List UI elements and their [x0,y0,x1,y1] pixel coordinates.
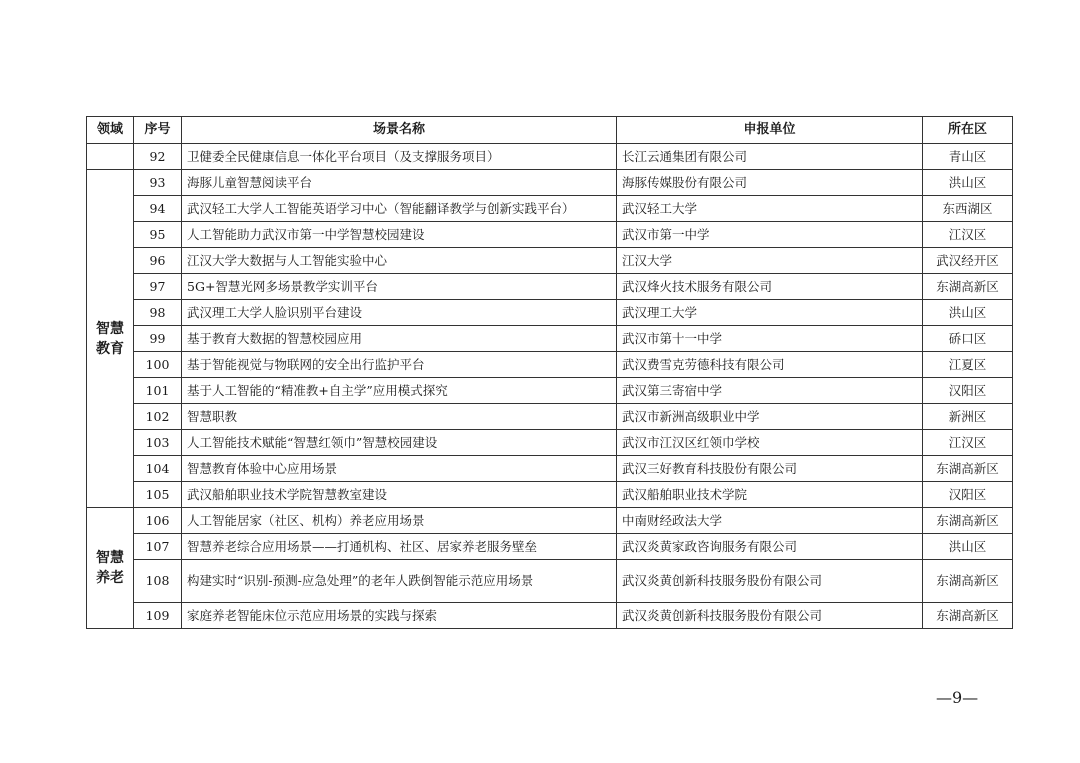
scene-name-cell: 基于智能视觉与物联网的安全出行监护平台 [182,352,617,378]
scene-name-cell: 武汉轻工大学人工智能英语学习中心（智能翻译教学与创新实践平台） [182,196,617,222]
scene-name-cell: 基于人工智能的“精准教+自主学”应用模式探究 [182,378,617,404]
table-row [87,378,1013,404]
applicant-cell: 长江云通集团有限公司 [617,144,923,170]
row-number-cell: 104 [134,456,182,482]
district-cell: 东湖高新区 [923,603,1013,629]
table-row [87,196,1013,222]
domain-label: 智慧 [96,320,124,337]
scene-name-cell: 人工智能助力武汉市第一中学智慧校园建设 [182,222,617,248]
table-row [87,170,1013,196]
row-number-cell: 99 [134,326,182,352]
table-row [87,534,1013,560]
table-row [87,430,1013,456]
district-cell: 东湖高新区 [923,560,1013,603]
row-number-cell: 109 [134,603,182,629]
applicant-cell: 武汉炎黄家政咨询服务有限公司 [617,534,923,560]
applicant-cell: 武汉轻工大学 [617,196,923,222]
table-body [87,144,1013,629]
district-cell: 汉阳区 [923,482,1013,508]
applicant-cell: 海豚传媒股份有限公司 [617,170,923,196]
row-number-cell: 92 [134,144,182,170]
district-cell: 江汉区 [923,430,1013,456]
table-row [87,144,1013,170]
table-row [87,274,1013,300]
scene-name-cell: 构建实时“识别-预测-应急处理”的老年人跌倒智能示范应用场景 [182,560,617,603]
table-row [87,404,1013,430]
table-row [87,300,1013,326]
scene-name-cell: 基于教育大数据的智慧校园应用 [182,326,617,352]
domain-cell [87,170,134,508]
scene-name-cell: 5G+智慧光网多场景教学实训平台 [182,274,617,300]
table-row [87,560,1013,603]
row-number-cell: 106 [134,508,182,534]
table-row [87,248,1013,274]
row-number-cell: 96 [134,248,182,274]
applicant-cell: 武汉费雪克劳德科技有限公司 [617,352,923,378]
domain-label: 养老 [96,570,124,586]
applicant-cell: 武汉第三寄宿中学 [617,378,923,404]
applicant-cell: 武汉市新洲高级职业中学 [617,404,923,430]
row-number-cell: 100 [134,352,182,378]
applicant-cell: 武汉市第十一中学 [617,326,923,352]
row-number-cell: 103 [134,430,182,456]
applicant-cell: 武汉三好教育科技股份有限公司 [617,456,923,482]
table-row [87,508,1013,534]
domain-label: 教育 [96,340,124,357]
district-cell: 武汉经开区 [923,248,1013,274]
row-number-cell: 98 [134,300,182,326]
district-cell: 洪山区 [923,170,1013,196]
page-number: —9— [936,688,979,707]
domain-cell [87,508,134,629]
domain-label: 智慧 [96,550,124,566]
district-cell: 江汉区 [923,222,1013,248]
row-number-cell: 94 [134,196,182,222]
scene-name-cell: 武汉船舶职业技术学院智慧教室建设 [182,482,617,508]
row-number-cell: 93 [134,170,182,196]
applicant-cell: 江汉大学 [617,248,923,274]
table-row [87,482,1013,508]
district-cell: 东西湖区 [923,196,1013,222]
scene-name-cell: 智慧教育体验中心应用场景 [182,456,617,482]
applicant-cell: 武汉炎黄创新科技服务股份有限公司 [617,560,923,603]
district-cell: 汉阳区 [923,378,1013,404]
scenario-table [86,116,1013,629]
header-domain: 领域 [87,117,134,144]
table-row [87,603,1013,629]
row-number-cell: 105 [134,482,182,508]
scene-name-cell: 武汉理工大学人脸识别平台建设 [182,300,617,326]
row-number-cell: 107 [134,534,182,560]
district-cell: 东湖高新区 [923,508,1013,534]
district-cell: 洪山区 [923,300,1013,326]
header-number: 序号 [134,117,182,144]
applicant-cell: 武汉市江汉区红领巾学校 [617,430,923,456]
district-cell: 东湖高新区 [923,274,1013,300]
scene-name-cell: 家庭养老智能床位示范应用场景的实践与探索 [182,603,617,629]
row-number-cell: 97 [134,274,182,300]
header-applicant: 申报单位 [617,117,923,144]
applicant-cell: 武汉理工大学 [617,300,923,326]
district-cell: 江夏区 [923,352,1013,378]
scene-name-cell: 卫健委全民健康信息一体化平台项目（及支撑服务项目） [182,144,617,170]
scene-name-cell: 人工智能技术赋能“智慧红领巾”智慧校园建设 [182,430,617,456]
row-number-cell: 102 [134,404,182,430]
district-cell: 东湖高新区 [923,456,1013,482]
applicant-cell: 武汉船舶职业技术学院 [617,482,923,508]
scene-name-cell: 江汉大学大数据与人工智能实验中心 [182,248,617,274]
table-row [87,352,1013,378]
district-cell: 新洲区 [923,404,1013,430]
table-row [87,326,1013,352]
scene-name-cell: 人工智能居家（社区、机构）养老应用场景 [182,508,617,534]
district-cell: 洪山区 [923,534,1013,560]
table-row [87,222,1013,248]
row-number-cell: 95 [134,222,182,248]
table-header-row [87,117,1013,144]
scene-name-cell: 海豚儿童智慧阅读平台 [182,170,617,196]
row-number-cell: 101 [134,378,182,404]
domain-cell [87,144,134,170]
applicant-cell: 武汉炎黄创新科技服务股份有限公司 [617,603,923,629]
district-cell: 硚口区 [923,326,1013,352]
header-scene-name: 场景名称 [182,117,617,144]
district-cell: 青山区 [923,144,1013,170]
scene-name-cell: 智慧职教 [182,404,617,430]
applicant-cell: 武汉烽火技术服务有限公司 [617,274,923,300]
scene-name-cell: 智慧养老综合应用场景——打通机构、社区、居家养老服务壁垒 [182,534,617,560]
applicant-cell: 武汉市第一中学 [617,222,923,248]
applicant-cell: 中南财经政法大学 [617,508,923,534]
row-number-cell: 108 [134,560,182,603]
table-row [87,456,1013,482]
header-district: 所在区 [923,117,1013,144]
